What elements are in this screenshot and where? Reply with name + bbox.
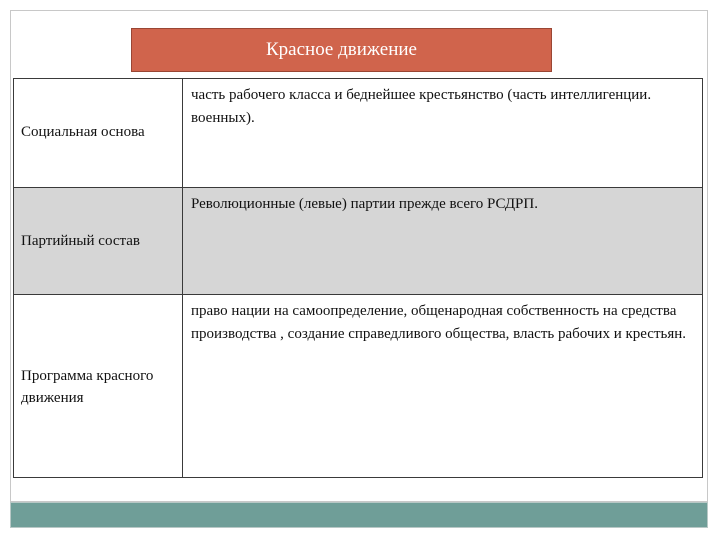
row-content-cell [183, 79, 703, 188]
row-label-cell [14, 79, 183, 188]
slide-title: Красное движение [131, 28, 552, 72]
row-label-party-composition: Партийный состав [21, 233, 140, 249]
row-label-social-base: Социальная основа [21, 124, 145, 140]
table-row-party-composition [14, 188, 703, 295]
row-label-cell [14, 295, 183, 478]
row-content-party-composition: Революционные (левые) партии прежде всего РСДРП. [191, 196, 538, 212]
row-label-program: Программа красного движения [21, 368, 154, 406]
footer-bar [10, 502, 708, 528]
row-content-social-base: часть рабочего класса и беднейшее крестьянство (часть интеллигенции. военных). [191, 87, 652, 126]
row-label-cell [14, 188, 183, 295]
table-row-program [14, 295, 703, 478]
row-content-cell [183, 295, 703, 478]
info-table [13, 78, 703, 478]
table-row-social-base [14, 79, 703, 188]
row-content-program: право нации на самоопределение, общенародная собственность на средства производства , создание справедливого общества, власть рабочих и крестьян. [191, 303, 687, 342]
row-content-cell [183, 188, 703, 295]
